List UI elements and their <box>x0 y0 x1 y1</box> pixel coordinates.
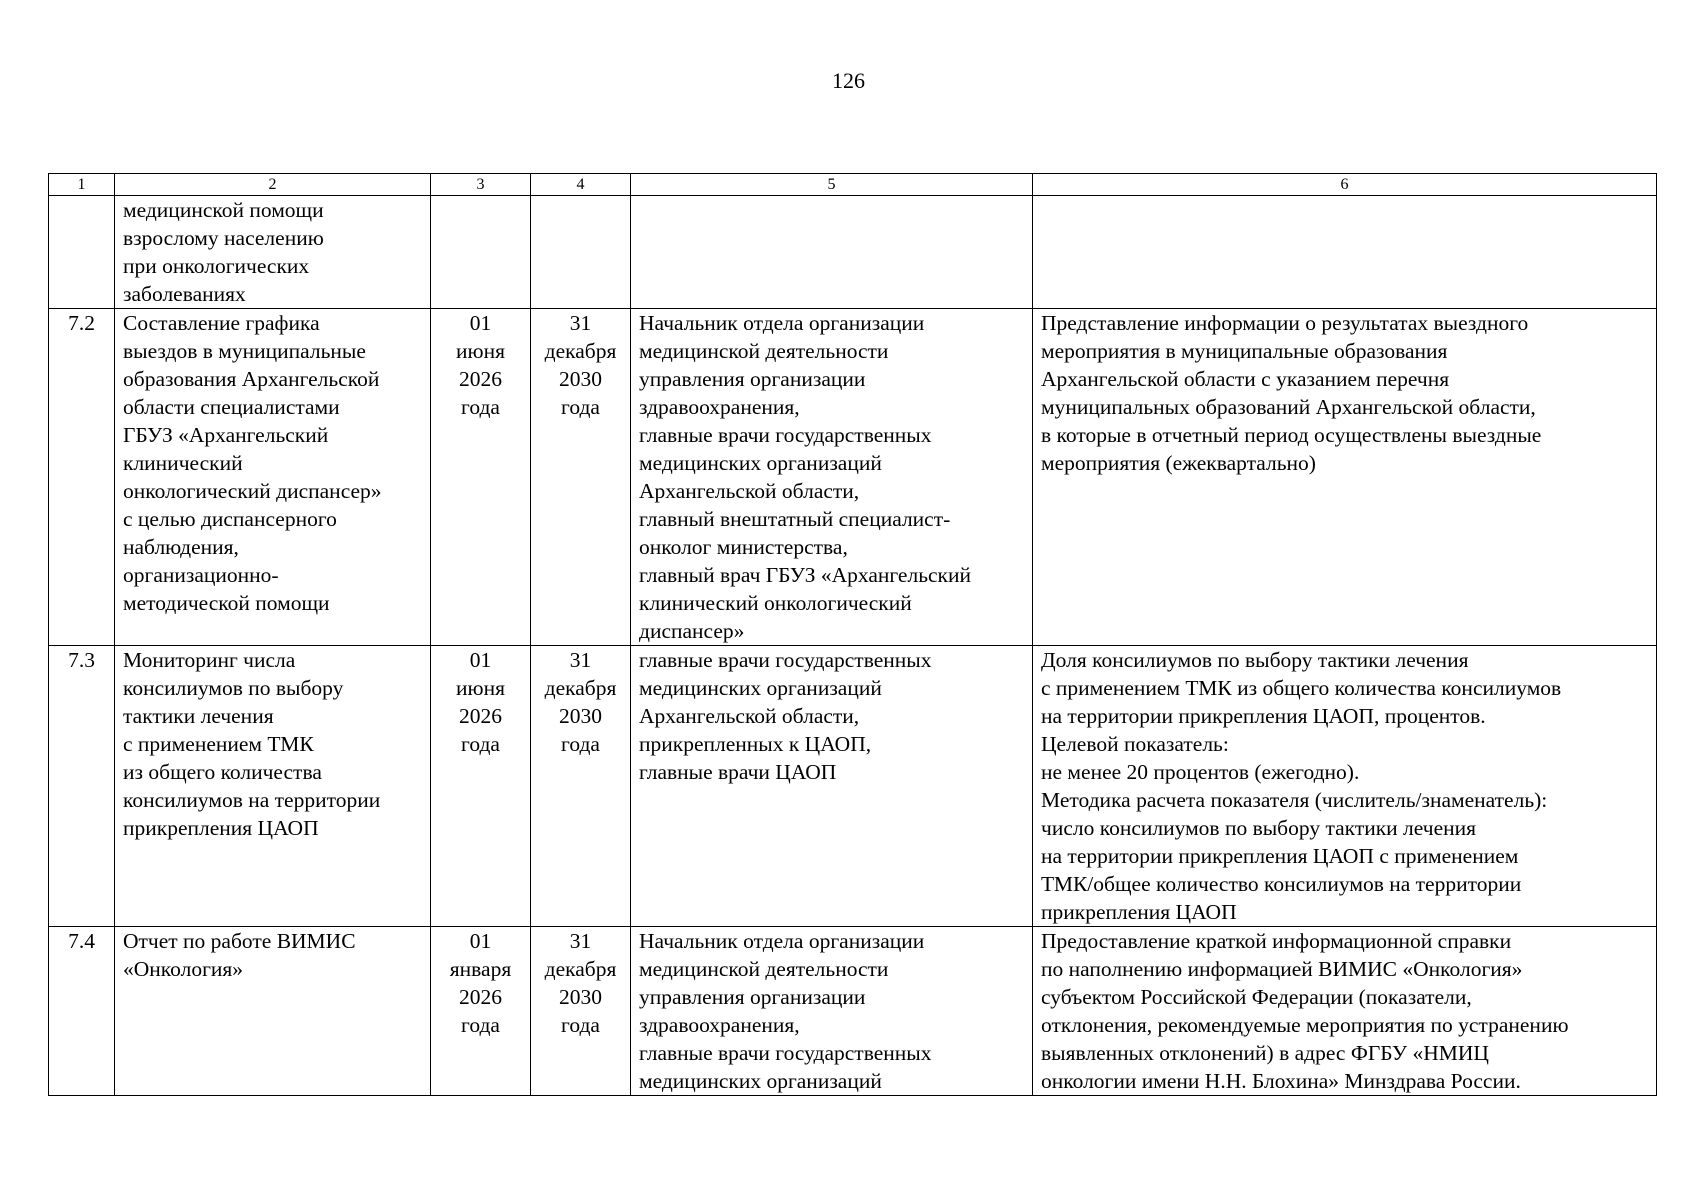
plan-table <box>48 173 1657 1096</box>
task-cell: Мониторинг числа консилиумов по выбору тактики лечения с применением ТМК из общего количества консилиумов на территории прикрепления ЦАОП <box>115 646 431 927</box>
start-date-cell: 01 июня 2026 года <box>431 309 531 646</box>
row-number-cell: 7.2 <box>49 309 115 646</box>
row-number-cell <box>49 196 115 309</box>
table-row <box>49 309 1657 646</box>
result-cell: Предоставление краткой информационной справки по наполнению информацией ВИМИС «Онкология» субъектом Российской Федерации (показатели, отклонения, рекомендуемые мероприятия по устранению выявленных отклонений) в адрес ФГБУ «НМИЦ онкологии имени Н.Н. Блохина» Минздрава России. <box>1033 927 1657 1096</box>
task-cell: медицинской помощи взрослому населению при онкологических заболеваниях <box>115 196 431 309</box>
row-number-cell: 7.4 <box>49 927 115 1096</box>
end-date-cell <box>531 196 631 309</box>
end-date-cell: 31 декабря 2030 года <box>531 309 631 646</box>
table-row <box>49 927 1657 1096</box>
end-date-cell: 31 декабря 2030 года <box>531 927 631 1096</box>
table-row <box>49 196 1657 309</box>
start-date-cell: 01 июня 2026 года <box>431 646 531 927</box>
header-cell-1: 1 <box>49 174 115 196</box>
responsible-cell: Начальник отдела организации медицинской деятельности управления организации здравоохранения, главные врачи государственных медицинских организаций Архангельской области, главный внештатный специалист- онколог министерства, главный врач ГБУЗ «Архангельский клинический онкологический диспансер» <box>631 309 1033 646</box>
table-row <box>49 646 1657 927</box>
responsible-cell: Начальник отдела организации медицинской деятельности управления организации здравоохранения, главные врачи государственных медицинских организаций <box>631 927 1033 1096</box>
result-cell: Доля консилиумов по выбору тактики лечения с применением ТМК из общего количества консилиумов на территории прикрепления ЦАОП, процентов. Целевой показатель: не менее 20 процентов (ежегодно). Методика расчета показателя (числитель/знаменатель): число консилиумов по выбору тактики лечения на территории прикрепления ЦАОП с применением ТМК/общее количество консилиумов на территории прикрепления ЦАОП <box>1033 646 1657 927</box>
responsible-cell: главные врачи государственных медицинских организаций Архангельской области, прикрепленных к ЦАОП, главные врачи ЦАОП <box>631 646 1033 927</box>
header-cell-6: 6 <box>1033 174 1657 196</box>
header-cell-2: 2 <box>115 174 431 196</box>
page-number: 126 <box>832 68 865 93</box>
task-cell: Составление графика выездов в муниципальные образования Архангельской области специалистами ГБУЗ «Архангельский клинический онкологический диспансер» с целью диспансерного наблюдения, организационно- методической помощи <box>115 309 431 646</box>
responsible-cell <box>631 196 1033 309</box>
start-date-cell: 01 января 2026 года <box>431 927 531 1096</box>
result-cell: Представление информации о результатах выездного мероприятия в муниципальные образования Архангельской области с указанием перечня муниципальных образований Архангельской области, в которые в отчетный период осуществлены выездные мероприятия (ежеквартально) <box>1033 309 1657 646</box>
result-cell <box>1033 196 1657 309</box>
header-cell-4: 4 <box>531 174 631 196</box>
start-date-cell <box>431 196 531 309</box>
end-date-cell: 31 декабря 2030 года <box>531 646 631 927</box>
row-number-cell: 7.3 <box>49 646 115 927</box>
table-header-row <box>49 174 1657 196</box>
task-cell: Отчет по работе ВИМИС «Онкология» <box>115 927 431 1096</box>
header-cell-3: 3 <box>431 174 531 196</box>
header-cell-5: 5 <box>631 174 1033 196</box>
